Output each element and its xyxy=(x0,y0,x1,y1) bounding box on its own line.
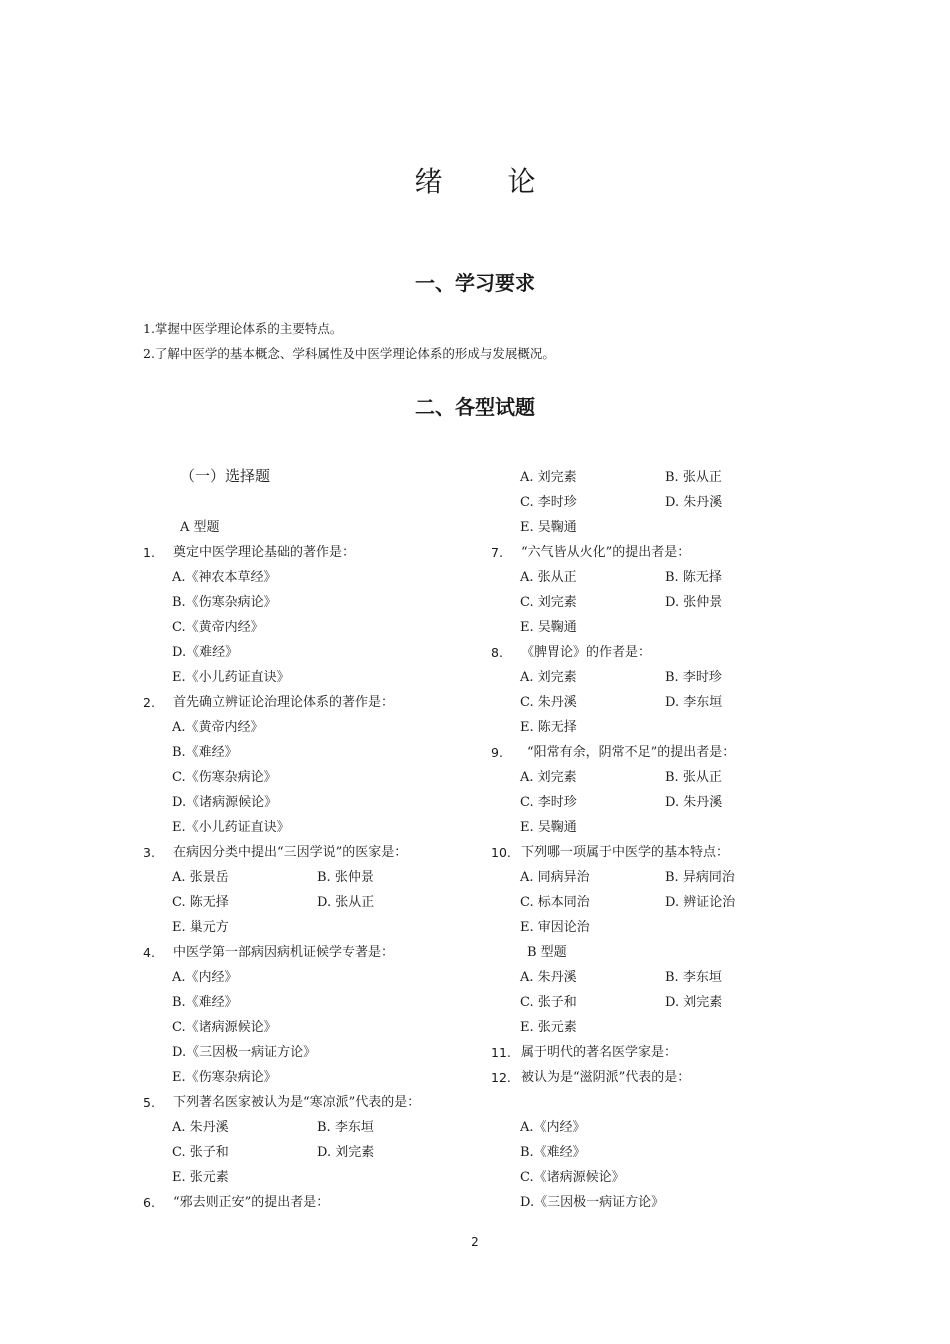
option: E. 张元素 xyxy=(520,1020,577,1035)
question-number: 4. xyxy=(143,945,155,960)
option: A. 朱丹溪 xyxy=(172,1120,229,1135)
option: B.《难经》 xyxy=(520,1145,586,1160)
option: B. 张从正 xyxy=(665,470,722,485)
option: E. 陈无择 xyxy=(520,720,577,735)
question-number: 5. xyxy=(143,1095,155,1110)
option: C. 李时珍 xyxy=(520,495,577,510)
option: A.《神农本草经》 xyxy=(172,570,277,585)
question-text: 中医学第一部病因病机证候学专著是： xyxy=(173,945,395,960)
option: B. 异病同治 xyxy=(665,870,735,885)
option: E.《小儿药证直诀》 xyxy=(172,670,290,685)
question-number: 10. xyxy=(491,845,511,860)
option: B.《难经》 xyxy=(172,745,238,760)
question-text: 首先确立辨证论治理论体系的著作是： xyxy=(173,695,395,710)
option: A. 张景岳 xyxy=(172,870,229,885)
option: B.《难经》 xyxy=(172,995,238,1010)
option: D. 李东垣 xyxy=(665,695,723,710)
question-number: 3. xyxy=(143,845,155,860)
a-type-label: A 型题 xyxy=(180,520,220,535)
document-title: 绪 论 xyxy=(414,165,564,198)
question-text: 下列著名医家被认为是“寒凉派”代表的是： xyxy=(173,1095,421,1110)
question-text: “六气皆从火化”的提出者是： xyxy=(521,545,691,560)
question-text: 《脾胃论》的作者是： xyxy=(521,645,652,660)
option: E. 吴鞠通 xyxy=(520,620,577,635)
option: D. 刘完素 xyxy=(317,1145,375,1160)
option: B.《伤寒杂病论》 xyxy=(172,595,277,610)
question-text: 奠定中医学理论基础的著作是： xyxy=(173,545,356,560)
question-text: 属于明代的著名医学家是： xyxy=(521,1045,678,1060)
option: D. 张仲景 xyxy=(665,595,723,610)
option: C. 刘完素 xyxy=(520,595,577,610)
option: D.《诸病源候论》 xyxy=(172,795,278,810)
option: B. 张仲景 xyxy=(317,870,374,885)
option: A.《内经》 xyxy=(520,1120,586,1135)
section-heading-requirements: 一、学习要求 xyxy=(415,271,535,295)
option: C. 张子和 xyxy=(172,1145,229,1160)
question-number: 8. xyxy=(491,645,503,660)
option: C. 标本同治 xyxy=(520,895,590,910)
question-number: 6. xyxy=(143,1195,155,1210)
option: D.《三因极一病证方论》 xyxy=(172,1045,317,1060)
question-number: 1. xyxy=(143,545,155,560)
option: C. 朱丹溪 xyxy=(520,695,577,710)
option: D.《三因极一病证方论》 xyxy=(520,1195,665,1210)
option: E. 巢元方 xyxy=(172,920,229,935)
option: A. 刘完素 xyxy=(520,470,577,485)
option: A.《内经》 xyxy=(172,970,238,985)
question-number: 7. xyxy=(491,545,503,560)
question-number: 2. xyxy=(143,695,155,710)
option: B. 张从正 xyxy=(665,770,722,785)
option: C. 李时珍 xyxy=(520,795,577,810)
option: C. 陈无择 xyxy=(172,895,229,910)
option: D. 张从正 xyxy=(317,895,375,910)
section-heading-questions: 二、各型试题 xyxy=(415,395,535,419)
option: D.《难经》 xyxy=(172,645,239,660)
question-text: “邪去则正安”的提出者是： xyxy=(173,1195,330,1210)
option: A. 同病异治 xyxy=(520,870,590,885)
option: C.《黄帝内经》 xyxy=(172,620,264,635)
option: B. 李东垣 xyxy=(665,970,722,985)
question-text: “阳常有余，阴常不足”的提出者是： xyxy=(527,745,736,760)
subsection-heading: （一）选择题 xyxy=(180,467,271,485)
option: E. 张元素 xyxy=(172,1170,229,1185)
question-text: 被认为是“滋阴派”代表的是： xyxy=(521,1070,691,1085)
option: C.《诸病源候论》 xyxy=(172,1020,277,1035)
question-number: 12. xyxy=(491,1070,511,1085)
option: E. 审因论治 xyxy=(520,920,590,935)
question-number: 9. xyxy=(491,745,503,760)
b-type-label: B 型题 xyxy=(527,945,567,960)
option: E.《伤寒杂病论》 xyxy=(172,1070,277,1085)
question-text: 下列哪一项属于中医学的基本特点： xyxy=(521,845,730,860)
option: A. 刘完素 xyxy=(520,670,577,685)
option: C.《诸病源候论》 xyxy=(520,1170,625,1185)
option: D. 朱丹溪 xyxy=(665,495,723,510)
requirement-item: 1.掌握中医学理论体系的主要特点。 xyxy=(143,321,343,336)
option: B. 陈无择 xyxy=(665,570,722,585)
option: A.《黄帝内经》 xyxy=(172,720,264,735)
option: D. 刘完素 xyxy=(665,995,723,1010)
option: C.《伤寒杂病论》 xyxy=(172,770,277,785)
option: A. 刘完素 xyxy=(520,770,577,785)
option: B. 李时珍 xyxy=(665,670,722,685)
option: A. 朱丹溪 xyxy=(520,970,577,985)
option: E. 吴鞠通 xyxy=(520,520,577,535)
question-number: 11. xyxy=(491,1045,511,1060)
option: E.《小儿药证直诀》 xyxy=(172,820,290,835)
requirement-item: 2.了解中医学的基本概念、学科属性及中医学理论体系的形成与发展概况。 xyxy=(143,346,555,361)
option: C. 张子和 xyxy=(520,995,577,1010)
option: D. 辨证论治 xyxy=(665,895,736,910)
option: B. 李东垣 xyxy=(317,1120,374,1135)
option: D. 朱丹溪 xyxy=(665,795,723,810)
page-number: 2 xyxy=(471,1235,479,1249)
option: E. 吴鞠通 xyxy=(520,820,577,835)
question-text: 在病因分类中提出“三因学说”的医家是： xyxy=(173,845,408,860)
option: A. 张从正 xyxy=(520,570,577,585)
